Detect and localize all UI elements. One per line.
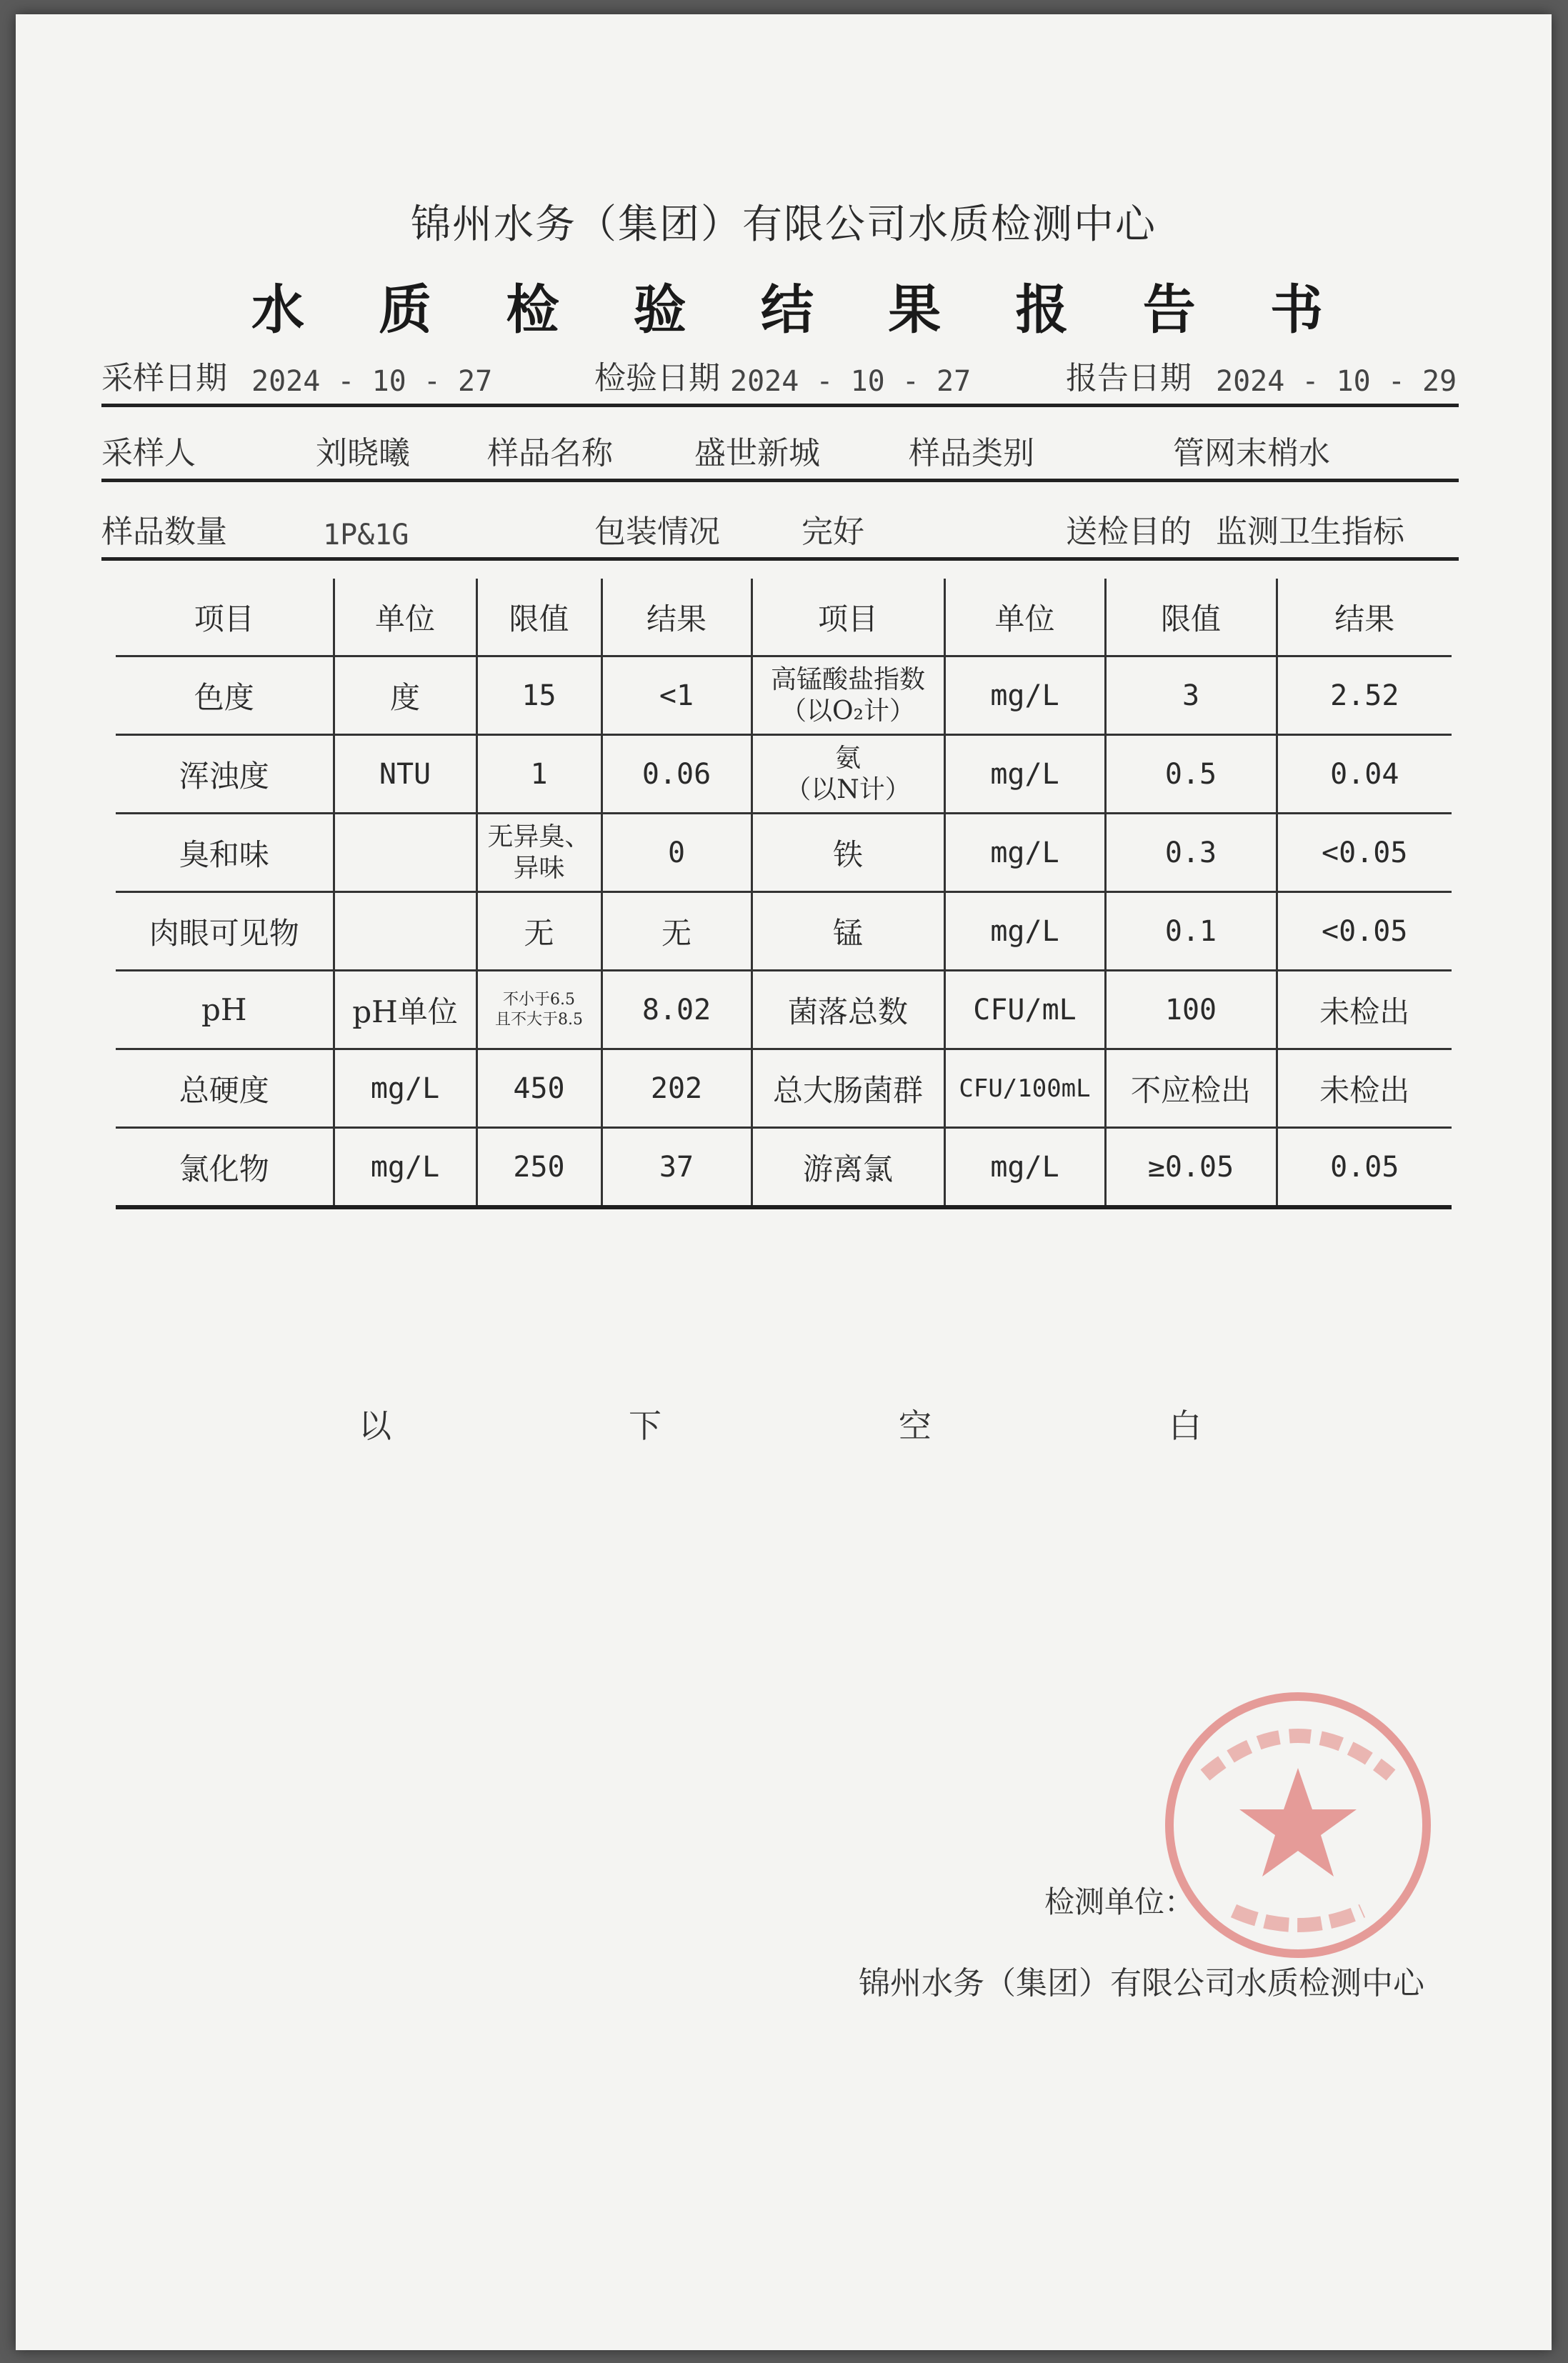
unit-cell: CFU/mL — [944, 971, 1105, 1049]
item-cell: 铁 — [751, 814, 944, 892]
sample-name-label: 样品名称 — [487, 435, 613, 471]
column-header: 限值 — [1105, 579, 1277, 656]
limit-cell — [476, 814, 601, 892]
blank-notice-char: 白 — [1169, 1407, 1202, 1445]
unit-cell: CFU/100mL — [944, 1049, 1105, 1128]
limit-line: 且不大于8.5 — [495, 1010, 583, 1029]
purpose-value: 监测卫生指标 — [1216, 514, 1404, 550]
blank-notice-char: 空 — [899, 1407, 932, 1445]
result-cell: 0 — [601, 814, 751, 892]
limit-cell: 不应检出 — [1105, 1049, 1277, 1128]
column-header: 项目 — [751, 579, 944, 656]
limit-line: 异味 — [513, 853, 565, 883]
table-row — [116, 735, 1452, 814]
limit-cell: 450 — [476, 1049, 601, 1128]
item-cell: 锰 — [751, 892, 944, 971]
result-cell: 无 — [601, 892, 751, 971]
unit-cell: mg/L — [944, 1128, 1105, 1208]
blank-notice-char: 下 — [629, 1407, 661, 1445]
table-header-row — [116, 579, 1452, 656]
limit-cell: 250 — [476, 1128, 601, 1208]
organization-title: 锦州水务（集团）有限公司水质检测中心 — [411, 201, 1157, 248]
quantity-value: 1P&1G — [323, 519, 409, 551]
report-date-value: 2024 - 10 - 29 — [1216, 365, 1457, 398]
unit-cell: mg/L — [944, 892, 1105, 971]
table-row — [116, 814, 1452, 892]
limit-line: 不小于6.5 — [503, 990, 575, 1009]
document-title-char: 质 — [379, 279, 432, 341]
document-title-char: 验 — [633, 279, 686, 341]
item-note: （以O₂计） — [781, 696, 915, 726]
unit-cell: pH单位 — [334, 971, 476, 1049]
blank-notice-char: 以 — [359, 1407, 391, 1445]
column-header: 单位 — [334, 579, 476, 656]
document-title — [251, 268, 1323, 344]
report-page — [16, 14, 1552, 2350]
limit-cell: 3 — [1105, 656, 1277, 735]
column-header: 结果 — [1277, 579, 1452, 656]
result-cell: 未检出 — [1277, 1049, 1452, 1128]
result-cell: 0.04 — [1277, 735, 1452, 814]
result-cell: 37 — [601, 1128, 751, 1208]
result-cell: 未检出 — [1277, 971, 1452, 1049]
limit-line: 无异臭、 — [487, 821, 591, 851]
limit-cell: ≥0.05 — [1105, 1128, 1277, 1208]
report-date-label: 报告日期 — [1066, 360, 1192, 396]
item-cell: 总大肠菌群 — [751, 1049, 944, 1128]
column-header: 限值 — [476, 579, 601, 656]
item-cell: 臭和味 — [116, 814, 334, 892]
limit-cell: 0.1 — [1105, 892, 1277, 971]
result-cell: <0.05 — [1277, 892, 1452, 971]
item-cell: 游离氯 — [751, 1128, 944, 1208]
limit-cell — [476, 971, 601, 1049]
test-date-label: 检验日期 — [594, 360, 720, 396]
limit-cell: 15 — [476, 656, 601, 735]
result-cell: 2.52 — [1277, 656, 1452, 735]
table-row — [116, 892, 1452, 971]
document-title-char: 水 — [251, 279, 304, 341]
testing-unit-name: 锦州水务（集团）有限公司水质检测中心 — [859, 1965, 1424, 2002]
table-row — [116, 656, 1452, 735]
unit-cell: mg/L — [944, 735, 1105, 814]
unit-cell: 度 — [334, 656, 476, 735]
unit-cell — [334, 814, 476, 892]
testing-unit-label: 检测单位： — [1044, 1884, 1195, 1919]
item-cell: 氯化物 — [116, 1128, 334, 1208]
sample-type-label: 样品类别 — [909, 435, 1034, 471]
limit-cell: 0.5 — [1105, 735, 1277, 814]
results-table — [116, 579, 1452, 1209]
limit-cell: 0.3 — [1105, 814, 1277, 892]
quantity-label: 样品数量 — [101, 514, 227, 550]
unit-cell: mg/L — [334, 1128, 476, 1208]
unit-cell: mg/L — [334, 1049, 476, 1128]
column-header: 单位 — [944, 579, 1105, 656]
item-cell: 肉眼可见物 — [116, 892, 334, 971]
result-cell: 0.05 — [1277, 1128, 1452, 1208]
limit-cell: 100 — [1105, 971, 1277, 1049]
blank-below-notice — [359, 1400, 1202, 1447]
unit-cell — [334, 892, 476, 971]
item-cell: 浑浊度 — [116, 735, 334, 814]
document-title-char: 检 — [506, 279, 559, 341]
document-title-char: 报 — [1015, 279, 1069, 341]
document-title-char: 果 — [888, 279, 942, 341]
info-row-dates — [101, 354, 1459, 407]
item-cell: 菌落总数 — [751, 971, 944, 1049]
item-cell: 色度 — [116, 656, 334, 735]
item-cell — [751, 656, 944, 735]
item-cell: pH — [116, 971, 334, 1049]
result-cell: 8.02 — [601, 971, 751, 1049]
item-cell — [751, 735, 944, 814]
table-row — [116, 971, 1452, 1049]
result-cell: <0.05 — [1277, 814, 1452, 892]
official-seal-stamp — [1155, 1682, 1441, 1968]
packaging-label: 包装情况 — [594, 514, 720, 550]
limit-cell: 无 — [476, 892, 601, 971]
info-row-quantity — [101, 507, 1459, 561]
result-cell: 0.06 — [601, 735, 751, 814]
test-date-value: 2024 - 10 - 27 — [730, 365, 972, 398]
purpose-label: 送检目的 — [1066, 514, 1192, 550]
document-title-char: 告 — [1142, 279, 1196, 341]
item-name: 氨 — [834, 743, 861, 773]
document-title-char: 书 — [1270, 279, 1323, 341]
unit-cell: mg/L — [944, 814, 1105, 892]
sample-name-value: 盛世新城 — [694, 435, 820, 471]
sample-type-value: 管网末梢水 — [1173, 435, 1330, 471]
item-cell: 总硬度 — [116, 1049, 334, 1128]
document-title-char: 结 — [761, 279, 814, 341]
sampler-value: 刘晓曦 — [316, 435, 410, 471]
result-cell: 202 — [601, 1049, 751, 1128]
item-note: （以N计） — [785, 774, 911, 804]
info-row-sample — [101, 429, 1459, 482]
packaging-value: 完好 — [802, 514, 864, 550]
column-header: 结果 — [601, 579, 751, 656]
sampling-date-label: 采样日期 — [101, 360, 227, 396]
table-row — [116, 1049, 1452, 1128]
sampler-label: 采样人 — [101, 435, 196, 471]
column-header: 项目 — [116, 579, 334, 656]
unit-cell: mg/L — [944, 656, 1105, 735]
table-row — [116, 1128, 1452, 1208]
result-cell: <1 — [601, 656, 751, 735]
unit-cell: NTU — [334, 735, 476, 814]
item-name: 高锰酸盐指数 — [770, 664, 925, 694]
limit-cell: 1 — [476, 735, 601, 814]
sampling-date-value: 2024 - 10 - 27 — [251, 365, 493, 398]
